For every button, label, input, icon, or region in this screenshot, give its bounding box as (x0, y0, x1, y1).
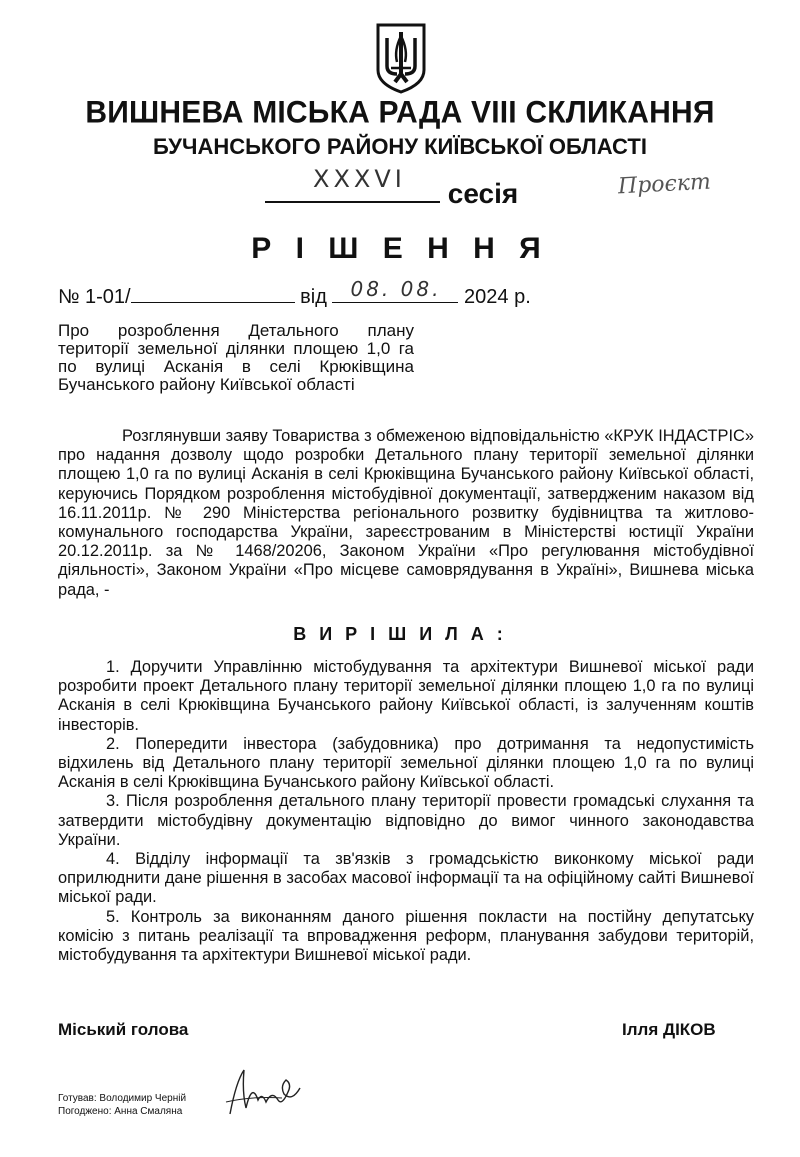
decision-item: 3. Після розроблення детального плану території провести громадські слухання та затвердити містобудівну документацію відповідно до вимог чинного законодавства України. (58, 792, 754, 849)
subject-line: Про розроблення Детального плану (58, 321, 414, 340)
date-prefix: від (300, 286, 327, 308)
session-number: XXXVI (313, 165, 406, 193)
prepared-by-block (58, 1093, 186, 1118)
decision-items (58, 658, 754, 965)
decision-date: 08. 08. (350, 277, 442, 301)
council-title: ВИШНЕВА МІСЬКА РАДА VIII СКЛИКАННЯ (85, 95, 715, 130)
draft-stamp: Проєкт (617, 169, 712, 200)
session-line (265, 165, 519, 210)
trident-coat-of-arms-icon (375, 22, 427, 94)
date-blank (332, 277, 458, 303)
agreed-by: Погоджено: Анна Смаляна (58, 1105, 183, 1117)
number-date-line (58, 277, 531, 309)
mayor-position: Міський голова (58, 1020, 189, 1039)
session-number-blank (265, 165, 440, 203)
decision-year: 2024 р. (464, 286, 531, 308)
handwritten-signature (222, 1062, 302, 1122)
decision-item: 2. Попередити інвестора (забудовника) про дотримання та недопустимість відхилень від Детального плану території земельної ділянки площею 1,0 га по вулиці Асканія в селі Крюківщина Бучанського району Київської області. (58, 734, 754, 792)
decision-subject (58, 322, 414, 394)
subject-line: Бучанського району Київської області (58, 375, 355, 394)
preamble-paragraph: Розглянувши заяву Товариства з обмеженою відповідальністю «КРУК ІНДАСТРІС» про надання дозволу щодо розробки Детального плану території земельної ділянки площею 1,0 га по вулиці Асканія в селі Крюківщина Бучанського району Київської області, керуючись Порядком розроблення містобудівної документації, затвердженим наказом від 16.11.2011р. № 290 Міністерства регіонального розвитку будівництва та житлово-комунального господарства України, зареєстрованим в Міністерстві юстиції України 20.12.2011р. за № 1468/20206, Законом України «Про регулювання містобудівної діяльності», Законом України «Про місцеве самоврядування в Україні», Вишнева міська рада, - (58, 427, 754, 599)
decision-heading: Р І Ш Е Н Н Я (251, 232, 549, 265)
decision-number-blank (131, 284, 295, 303)
decision-item: 4. Відділу інформації та зв'язків з громадськістю виконкому міської ради оприлюднити дане рішення в засобах масової інформації та на офіційному сайті Вишневої міської ради. (58, 850, 754, 907)
decision-item: 1. Доручити Управлінню містобудування та архітектури Вишневої міської ради розробити проект Детального плану території земельної ділянки площею 1,0 га по вулиці Асканія в селі Крюківщина Бучанського району Київської області, із залученням коштів інвесторів. (58, 658, 754, 734)
decision-item: 5. Контроль за виконанням даного рішення покласти на постійну депутатську комісію з питань реалізації та впровадження реформ, планування забудови територій, містобудування та архітектури Вишневої міської ради. (58, 907, 754, 965)
mayor-name: Ілля ДІКОВ (622, 1020, 716, 1039)
subject-line: території земельної ділянки площею 1,0 га (58, 339, 414, 358)
decided-heading: В И Р І Ш И Л А : (293, 624, 507, 644)
session-label: сесія (447, 178, 519, 209)
decision-number-prefix: № 1-01/ (58, 286, 131, 308)
subject-line: по вулиці Асканія в селі Крюківщина (58, 357, 414, 376)
prepared-by: Готував: Володимир Черній (58, 1093, 187, 1104)
district-title: БУЧАНСЬКОГО РАЙОНУ КИЇВСЬКОЇ ОБЛАСТІ (153, 134, 647, 159)
